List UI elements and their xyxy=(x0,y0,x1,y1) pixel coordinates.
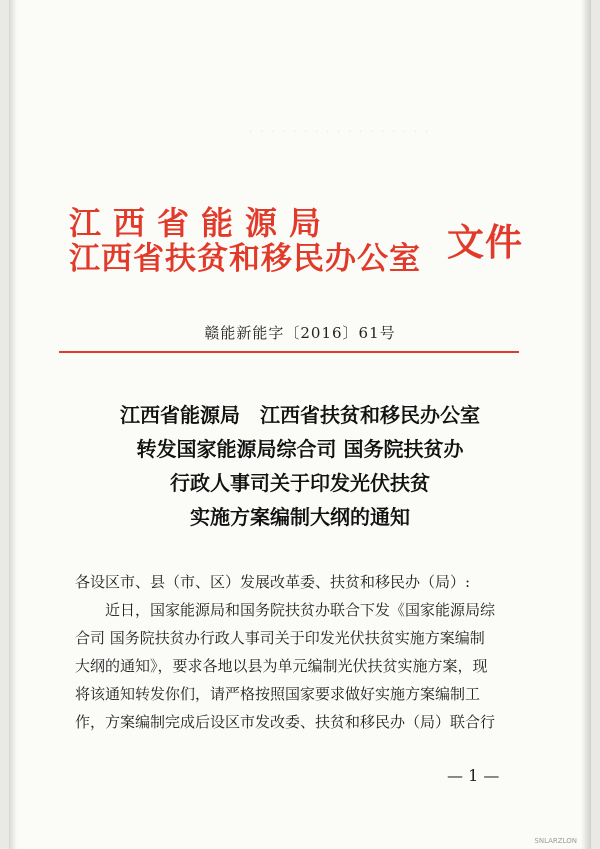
body-line: 合司 国务院扶贫办行政人事司关于印发光伏扶贫实施方案编制 xyxy=(75,629,485,647)
title-line: 江西省能源局 江西省扶贫和移民办公室 xyxy=(120,403,480,427)
title-line: 行政人事司关于印发光伏扶贫 xyxy=(170,471,430,495)
body-line: 近日，国家能源局和国务院扶贫办联合下发《国家能源局综 xyxy=(105,601,496,619)
title-line: 转发国家能源局综合司 国务院扶贫办 xyxy=(136,437,464,461)
header-divider xyxy=(59,351,519,353)
issuing-org-energy-bureau: 江西省能源局 xyxy=(69,204,334,242)
bleed-through-text: · · · · · · · · · · · · · · · · · xyxy=(249,125,431,138)
body-line: 大纲的通知》，要求各地以县为单元编制光伏扶贫实施方案，现 xyxy=(75,657,488,675)
document-page xyxy=(9,0,591,849)
document-number: 赣能新能字〔2016〕61号 xyxy=(204,324,396,342)
page-number: — 1 — xyxy=(447,766,500,785)
body-line: 将该通知转发你们，请严格按照国家要求做好实施方案编制工 xyxy=(75,685,481,703)
title-line: 实施方案编制大纲的通知 xyxy=(190,505,410,529)
document-type-label: 文件 xyxy=(447,220,523,264)
site-watermark: SNLARZLON xyxy=(534,837,577,845)
issuing-org-poverty-office: 江西省扶贫和移民办公室 xyxy=(69,241,421,277)
document-body xyxy=(75,568,545,736)
body-line: 作，方案编制完成后设区市发改委、扶贫和移民办（局）联合行 xyxy=(75,713,496,731)
addressee-line: 各设区市、县（市、区）发展改革委、扶贫和移民办（局）: xyxy=(75,573,471,591)
document-title xyxy=(9,398,591,534)
